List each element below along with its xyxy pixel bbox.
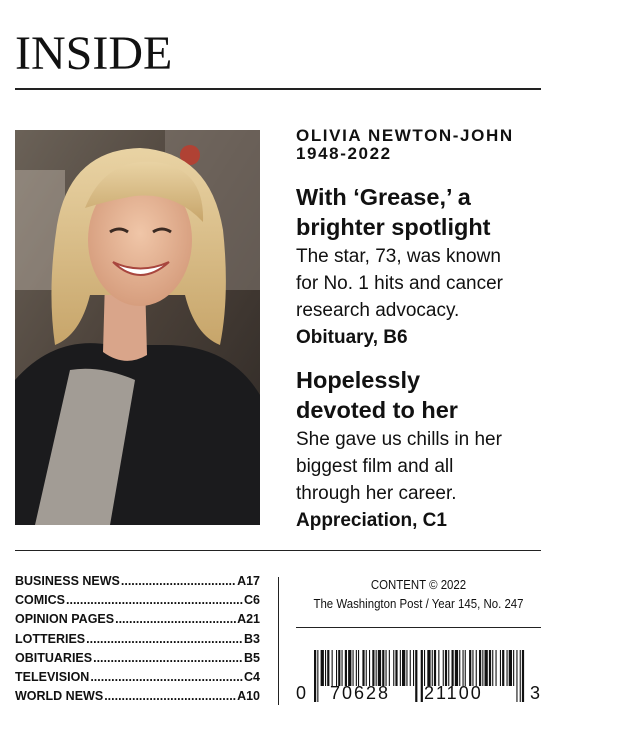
story-dek: The star, 73, was known for No. 1 hits and cancer research advocacy. <box>296 246 503 321</box>
story-grease[interactable] <box>296 182 546 351</box>
story-page-ref[interactable]: Obituary, B6 <box>296 327 408 348</box>
page-title: INSIDE <box>15 27 173 80</box>
barcode-prefix: 0 <box>296 683 307 703</box>
copyright-line: CONTENT © 2022 <box>370 577 467 592</box>
barcode-group-1: 70628 <box>330 683 391 703</box>
index-row[interactable]: LOTTERIES ..... B3 <box>15 632 260 651</box>
kicker-name: OLIVIA NEWTON-JOHN <box>296 126 514 145</box>
index-row[interactable]: OPINION PAGES ..... A21 <box>15 612 260 631</box>
barcode <box>296 648 541 704</box>
section-index <box>15 574 260 708</box>
index-row[interactable]: BUSINESS NEWS ..... A17 <box>15 574 260 593</box>
index-row[interactable]: TELEVISION ..... C4 <box>15 670 260 689</box>
story-headline[interactable]: With ‘Grease,’ a brighter spotlight <box>296 184 491 240</box>
edition-line: The Washington Post / Year 145, No. 247 <box>313 596 524 611</box>
story-dek: She gave us chills in her biggest film and all through her career. <box>296 429 502 504</box>
story-page-ref[interactable]: Appreciation, C1 <box>296 510 447 531</box>
obituary-kicker <box>296 127 556 163</box>
barcode-rule <box>296 627 541 628</box>
index-divider <box>278 577 279 705</box>
copyright-block <box>311 575 527 613</box>
story-hopelessly-devoted[interactable] <box>296 365 546 534</box>
story-headline[interactable]: Hopelessly devoted to her <box>296 367 458 423</box>
olivia-newton-john-photo <box>15 130 260 525</box>
index-row[interactable]: WORLD NEWS ..... A10 <box>15 689 260 708</box>
section-rule <box>15 550 541 551</box>
barcode-group-2: 21100 <box>424 683 483 703</box>
index-row[interactable]: OBITUARIES ..... B5 <box>15 651 260 670</box>
barcode-suffix: 3 <box>530 683 541 703</box>
index-row[interactable]: COMICS ..... C6 <box>15 593 260 612</box>
kicker-years: 1948-2022 <box>296 144 392 163</box>
header-rule <box>15 88 541 90</box>
